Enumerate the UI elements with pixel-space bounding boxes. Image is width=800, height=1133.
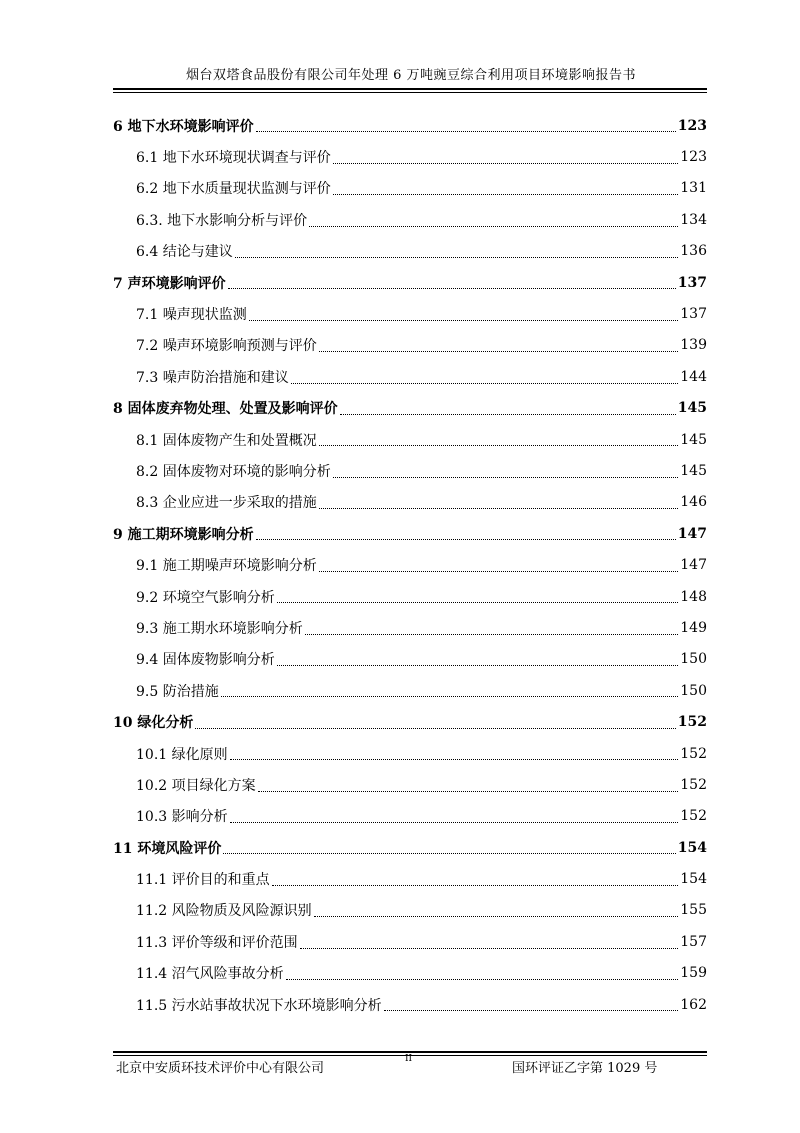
document-title: 烟台双塔食品股份有限公司年处理 6 万吨豌豆综合利用项目环境影响报告书 — [185, 68, 637, 83]
toc-dot-leader — [258, 791, 679, 792]
toc-section-entry[interactable] — [113, 424, 707, 455]
toc-section-entry[interactable] — [113, 926, 707, 957]
toc-entry-page: 147 — [680, 557, 707, 574]
toc-chapter-entry[interactable] — [113, 518, 707, 549]
toc-entry-label: 6 地下水环境影响评价 — [113, 118, 254, 135]
toc-dot-leader — [228, 288, 676, 289]
toc-entry-page: 152 — [680, 808, 707, 825]
toc-entry-label: 7.3 噪声防治措施和建议 — [136, 369, 289, 386]
toc-entry-page: 152 — [680, 776, 707, 793]
toc-dot-leader — [309, 226, 678, 227]
toc-section-entry[interactable] — [113, 204, 707, 235]
toc-dot-leader — [333, 477, 679, 478]
toc-section-entry[interactable] — [113, 549, 707, 580]
header-rule-thin — [113, 92, 707, 93]
toc-dot-leader — [235, 257, 679, 258]
toc-entry-label: 11.4 沼气风险事故分析 — [136, 966, 284, 983]
toc-dot-leader — [319, 508, 679, 509]
toc-entry-page: 150 — [680, 682, 707, 699]
toc-entry-label: 8 固体废弃物处理、处置及影响评价 — [113, 401, 338, 418]
toc-entry-label: 11 环境风险评价 — [113, 840, 222, 857]
toc-dot-leader — [333, 163, 679, 164]
toc-section-entry[interactable] — [113, 173, 707, 204]
toc-entry-page: 136 — [680, 243, 707, 260]
toc-dot-leader — [221, 696, 679, 697]
toc-section-entry[interactable] — [113, 361, 707, 392]
toc-entry-label: 9.3 施工期水环境影响分析 — [136, 620, 303, 637]
toc-entry-page: 145 — [680, 431, 707, 448]
toc-entry-label: 8.2 固体废物对环境的影响分析 — [136, 463, 331, 480]
toc-entry-label: 7 声环境影响评价 — [113, 275, 226, 292]
toc-dot-leader — [300, 948, 679, 949]
toc-dot-leader — [291, 383, 679, 384]
toc-entry-label: 11.2 风险物质及风险源识别 — [136, 903, 312, 920]
toc-entry-page: 148 — [680, 588, 707, 605]
toc-entry-page: 149 — [680, 619, 707, 636]
toc-section-entry[interactable] — [113, 801, 707, 832]
toc-entry-label: 11.1 评价目的和重点 — [136, 872, 270, 889]
footer-company: 北京中安质环技术评价中心有限公司 — [116, 1061, 325, 1076]
toc-entry-label: 6.3. 地下水影响分析与评价 — [136, 212, 308, 229]
toc-entry-label: 10.3 影响分析 — [136, 809, 228, 826]
toc-chapter-entry[interactable] — [113, 706, 707, 737]
toc-dot-leader — [230, 822, 679, 823]
toc-entry-label: 6.4 结论与建议 — [136, 244, 233, 261]
toc-dot-leader — [314, 916, 679, 917]
toc-entry-page: 157 — [680, 933, 707, 950]
toc-entry-label: 8.1 固体废物产生和处置概况 — [136, 432, 317, 449]
toc-dot-leader — [195, 728, 675, 729]
toc-entry-page: 162 — [680, 996, 707, 1013]
toc-dot-leader — [256, 131, 676, 132]
toc-entry-label: 7.2 噪声环境影响预测与评价 — [136, 338, 317, 355]
toc-entry-page: 155 — [680, 902, 707, 919]
toc-section-entry[interactable] — [113, 958, 707, 989]
toc-section-entry[interactable] — [113, 141, 707, 172]
toc-dot-leader — [277, 602, 679, 603]
toc-dot-leader — [230, 759, 679, 760]
toc-entry-page: 139 — [680, 337, 707, 354]
toc-entry-page: 123 — [680, 149, 707, 166]
toc-entry-page: 144 — [680, 368, 707, 385]
toc-chapter-entry[interactable] — [113, 267, 707, 298]
toc-dot-leader — [340, 414, 676, 415]
toc-entry-page: 152 — [680, 745, 707, 762]
toc-dot-leader — [319, 445, 679, 446]
toc-dot-leader — [256, 539, 676, 540]
toc-entry-label: 10.2 项目绿化方案 — [136, 777, 256, 794]
toc-dot-leader — [305, 634, 679, 635]
toc-entry-page: 159 — [680, 965, 707, 982]
toc-entry-page: 123 — [677, 117, 707, 134]
toc-entry-label: 8.3 企业应进一步采取的措施 — [136, 495, 317, 512]
footer-certificate: 国环评证乙字第 1029 号 — [512, 1061, 658, 1076]
toc-entry-page: 154 — [677, 839, 707, 856]
toc-entry-page: 146 — [680, 494, 707, 511]
toc-entry-page: 137 — [677, 274, 707, 291]
toc-section-entry[interactable] — [113, 487, 707, 518]
toc-chapter-entry[interactable] — [113, 832, 707, 863]
toc-section-entry[interactable] — [113, 298, 707, 329]
toc-section-entry[interactable] — [113, 769, 707, 800]
toc-entry-label: 11.5 污水站事故状况下水环境影响分析 — [136, 997, 382, 1014]
toc-section-entry[interactable] — [113, 236, 707, 267]
table-of-contents — [113, 110, 707, 1020]
toc-dot-leader — [286, 979, 679, 980]
toc-entry-label: 9.1 施工期噪声环境影响分析 — [136, 558, 317, 575]
toc-dot-leader — [384, 1010, 679, 1011]
footer-rule — [113, 1051, 707, 1053]
toc-entry-page: 137 — [680, 306, 707, 323]
toc-entry-label: 9.5 防治措施 — [136, 683, 219, 700]
toc-section-entry[interactable] — [113, 738, 707, 769]
toc-entry-page: 152 — [677, 714, 707, 731]
toc-entry-label: 6.1 地下水环境现状调查与评价 — [136, 150, 331, 167]
toc-section-entry[interactable] — [113, 895, 707, 926]
toc-dot-leader — [249, 320, 679, 321]
toc-entry-label: 9 施工期环境影响分析 — [113, 526, 254, 543]
toc-section-entry[interactable] — [113, 644, 707, 675]
header-rule — [113, 88, 707, 90]
toc-dot-leader — [223, 853, 675, 854]
toc-entry-page: 145 — [677, 400, 707, 417]
toc-entry-label: 10.1 绿化原则 — [136, 746, 228, 763]
toc-dot-leader — [277, 665, 679, 666]
toc-dot-leader — [272, 885, 679, 886]
toc-entry-page: 145 — [680, 462, 707, 479]
toc-entry-label: 6.2 地下水质量现状监测与评价 — [136, 181, 331, 198]
toc-entry-page: 134 — [680, 211, 707, 228]
toc-entry-page: 131 — [680, 180, 707, 197]
toc-entry-label: 9.2 环境空气影响分析 — [136, 589, 275, 606]
toc-section-entry[interactable] — [113, 330, 707, 361]
toc-section-entry[interactable] — [113, 455, 707, 486]
toc-section-entry[interactable] — [113, 989, 707, 1020]
toc-chapter-entry[interactable] — [113, 393, 707, 424]
toc-dot-leader — [333, 194, 679, 195]
toc-entry-label: 7.1 噪声现状监测 — [136, 307, 247, 324]
toc-section-entry[interactable] — [113, 612, 707, 643]
toc-section-entry[interactable] — [113, 675, 707, 706]
toc-chapter-entry[interactable] — [113, 110, 707, 141]
toc-dot-leader — [319, 351, 679, 352]
toc-entry-label: 10 绿化分析 — [113, 715, 194, 732]
toc-dot-leader — [319, 571, 679, 572]
toc-section-entry[interactable] — [113, 581, 707, 612]
toc-entry-label: 11.3 评价等级和评价范围 — [136, 934, 298, 951]
toc-entry-page: 150 — [680, 651, 707, 668]
footer-page-number: II — [405, 1054, 413, 1064]
toc-entry-label: 9.4 固体废物影响分析 — [136, 652, 275, 669]
toc-entry-page: 147 — [677, 525, 707, 542]
toc-section-entry[interactable] — [113, 863, 707, 894]
toc-entry-page: 154 — [680, 871, 707, 888]
